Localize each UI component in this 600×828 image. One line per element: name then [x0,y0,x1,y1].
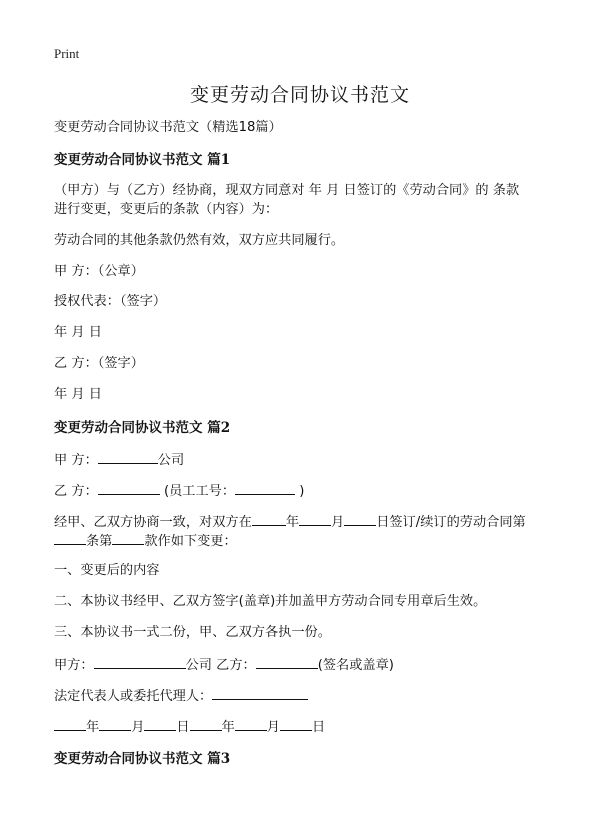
date-day-2: 日 [311,720,326,735]
section-2-party-a-line [54,449,184,471]
section-2-sign-a-blank [94,654,186,669]
section-1-party-b: 乙 方：（签字） [54,356,144,371]
section-2-p-blank-year [252,511,286,526]
date-day-1: 日 [176,720,190,735]
date-blank-year-2 [190,716,222,731]
section-2-p-tiao: 条第 [86,534,113,549]
section-2-p-blank-tiao [54,530,86,545]
section-2-sign-b-blank [256,654,318,669]
section-2-p-blank-day [344,511,376,526]
section-2-sign-a-suffix: 公司 乙方： [185,658,256,673]
section-2-sign-b-suffix: (签名或盖章) [317,658,394,673]
section-1-paragraph-2: 劳动合同的其他条款仍然有效，双方应共同履行。 [54,233,345,248]
section-2-date-line [54,716,325,738]
date-blank-day-1 [144,716,176,731]
section-3-heading: 变更劳动合同协议书范文 篇3 [54,751,231,767]
date-blank-month-2 [235,716,267,731]
date-month-1: 月 [131,720,145,735]
section-2-p-kuan: 款作如下变更： [144,534,237,549]
section-2-legal-rep-line [54,685,308,707]
section-2-p-blank-month [299,511,331,526]
section-2-party-a-blank [98,449,158,464]
section-2-sign-a-label: 甲方： [54,658,94,673]
section-2-party-b-blank [98,480,160,495]
section-2-party-b-id-blank [235,480,295,495]
section-1-authorized-rep: 授权代表：（签字） [54,294,167,309]
section-2-heading: 变更劳动合同协议书范文 篇2 [54,420,231,436]
section-2-party-b-id-close: ) [299,484,305,499]
section-2-party-b-line [54,480,304,502]
section-2-legal-rep-blank [212,685,308,700]
date-blank-month-1 [99,716,131,731]
date-year-1: 年 [86,720,100,735]
document-title: 变更劳动合同协议书范文 [189,84,410,106]
date-year-2: 年 [221,720,235,735]
section-1-paragraph-1-line-1: （甲方）与（乙方）经协商，现双方同意对 年 月 日签订的《劳动合同》的 条款 [54,183,520,198]
section-1-heading: 变更劳动合同协议书范文 篇1 [54,152,231,168]
section-2-party-b-id-label: (员工工号： [163,484,236,499]
section-2-party-a-suffix: 公司 [157,453,185,468]
date-month-2: 月 [266,720,280,735]
document-intro: 变更劳动合同协议书范文（精选18篇） [54,120,282,135]
print-link[interactable]: Print [54,46,80,61]
section-2-signature-line [54,654,394,676]
section-2-party-b-label: 乙 方： [54,484,98,499]
section-1-party-a: 甲 方：（公章） [54,264,144,279]
section-2-p-line1-a: 经甲、乙双方协商一致，对双方在 [54,515,252,530]
date-blank-day-2 [280,716,312,731]
section-1-paragraph-1-line-2: 进行变更，变更后的条款（内容）为： [54,202,279,217]
section-1-date-1: 年 月 日 [54,325,102,340]
section-2-paragraph-line-2 [54,530,237,552]
section-2-p-day: 日签订/续订的劳动合同第 [376,515,526,530]
section-2-item-3: 三、本协议书一式二份，甲、乙双方各执一份。 [54,625,331,640]
section-2-legal-rep-label: 法定代表人或委托代理人： [54,689,213,704]
section-2-party-a-label: 甲 方： [54,453,98,468]
section-2-p-year: 年 [285,515,299,530]
section-2-item-2: 二、本协议书经甲、乙双方签字(盖章)并加盖甲方劳动合同专用章后生效。 [54,594,487,609]
date-blank-year-1 [54,716,86,731]
section-2-p-blank-kuan [112,530,144,545]
section-1-date-2: 年 月 日 [54,387,102,402]
section-2-item-1: 一、变更后的内容 [54,563,160,578]
section-2-p-month: 月 [331,515,345,530]
